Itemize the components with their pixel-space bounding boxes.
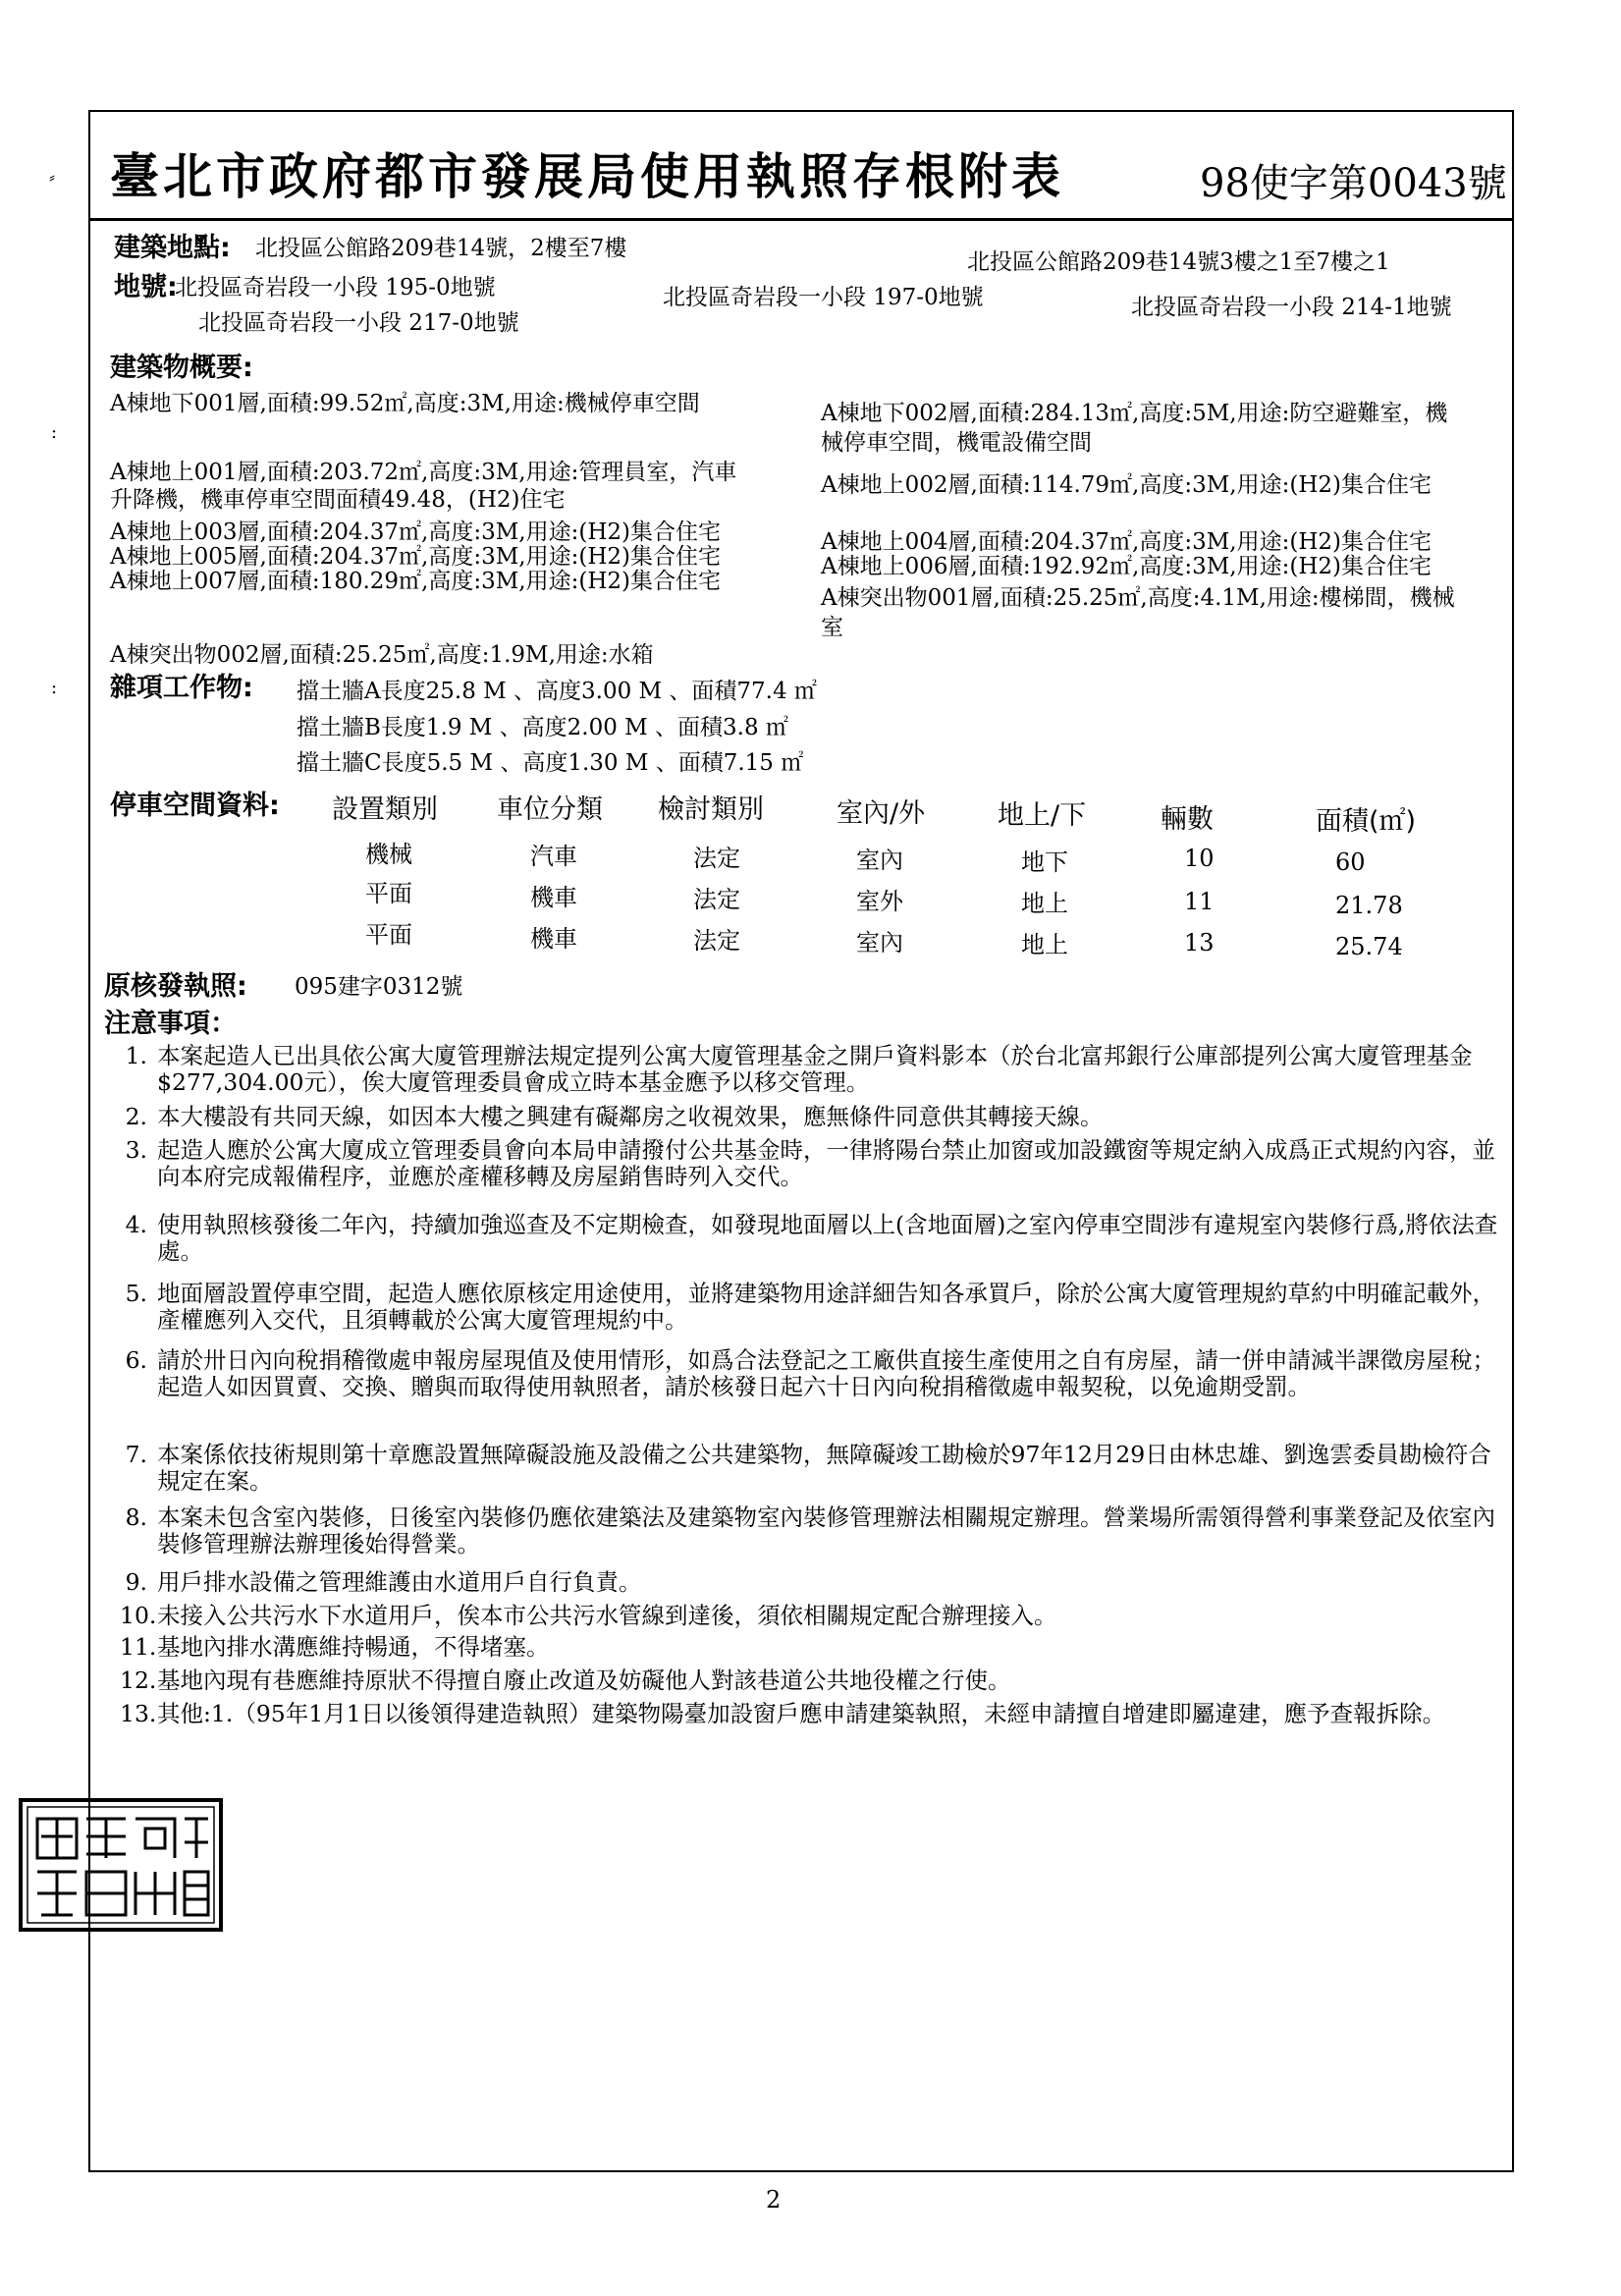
parking-cell: 平面 <box>365 880 412 907</box>
lot-label: 地號: <box>114 272 178 302</box>
note-item <box>120 1634 1514 1661</box>
note-text: 本案係依技術規則第十章應設置無障礙設施及設備之公共建築物，無障礙竣工勘檢於97年12月29日由林忠雄、劉逸雲委員勘檢符合規定在案。 <box>157 1441 1491 1495</box>
floor-line: 械停車空間，機電設備空間 <box>821 430 1092 456</box>
title-divider <box>88 218 1514 221</box>
parking-cell: 機車 <box>530 925 577 953</box>
address-1: 北投區公館路209巷14號，2樓至7樓 <box>255 236 627 261</box>
address-label: 建築地點: <box>114 233 231 263</box>
note-text: 基地內現有巷應維持原狀不得擅自廢止改道及妨礙他人對該巷道公共地役權之行使。 <box>157 1667 1011 1694</box>
note-text: 其他:1.（95年1月1日以後領得建造執照）建築物陽臺加設窗戶應申請建築執照，未經申請擅自增建即屬違建，應予查報拆除。 <box>157 1700 1446 1727</box>
retaining-wall: 擋土牆B長度1.9 M 、高度2.00 M 、面積3.8 ㎡ <box>297 715 788 740</box>
retaining-wall: 擋土牆A長度25.8 M 、高度3.00 M 、面積77.4 ㎡ <box>297 679 817 704</box>
note-text: 用戶排水設備之管理維護由水道用戶自行負責。 <box>157 1568 642 1596</box>
parking-cell: 室內 <box>856 847 903 874</box>
address-2: 北投區公館路209巷14號3樓之1至7樓之1 <box>967 249 1390 275</box>
lot-item: 北投區奇岩段一小段 195-0地號 <box>175 275 496 301</box>
parking-cell: 地上 <box>1021 931 1068 958</box>
note-item <box>120 1347 1514 1400</box>
parking-header: 設置類別 <box>332 794 438 825</box>
floor-line: A棟突出物001層,面積:25.25㎡,高度:4.1M,用途:樓梯間，機械 <box>821 585 1455 611</box>
note-number: 6. <box>125 1346 147 1374</box>
original-permit-label: 原核發執照: <box>104 971 247 1002</box>
note-text: 使用執照核發後二年內，持續加強巡查及不定期檢查，如發現地面層以上(含地面層)之室內停車空間涉有違規室內裝修行爲,將依法查處。 <box>157 1211 1498 1265</box>
original-permit-value: 095建字0312號 <box>295 974 463 1000</box>
note-text: 本案起造人已出具依公寓大廈管理辦法規定提列公寓大廈管理基金之開戶資料影本（於台北富邦銀行公庫部提列公寓大廈管理基金$277,304.00元），俟大廈管理委員會成立時本基金應予以移交管理。 <box>157 1042 1473 1096</box>
note-number: 3. <box>125 1136 147 1164</box>
note-text: 未接入公共污水下水道用戶，俟本市公共污水管線到達後，須依相關規定配合辦理接入。 <box>157 1602 1057 1629</box>
note-text: 本案未包含室內裝修，日後室內裝修仍應依建築法及建築物室內裝修管理辦法相關規定辦理。營業場所需領得營利事業登記及依室內裝修管理辦法辦理後始得營業。 <box>157 1503 1495 1558</box>
floor-line: A棟地上006層,面積:192.92㎡,高度:3M,用途:(H2)集合住宅 <box>821 554 1432 579</box>
page-number: 2 <box>766 2186 782 2214</box>
parking-cell: 平面 <box>365 921 412 949</box>
floor-line: A棟突出物002層,面積:25.25㎡,高度:1.9M,用途:水箱 <box>110 642 654 668</box>
note-item <box>120 1569 1514 1596</box>
floor-line: 升降機，機車停車空間面積49.48，(H2)住宅 <box>110 487 566 513</box>
floor-line: A棟地上007層,面積:180.29㎡,高度:3M,用途:(H2)集合住宅 <box>110 569 721 594</box>
note-item <box>120 1504 1514 1558</box>
parking-cell: 室內 <box>856 929 903 957</box>
note-item <box>120 1281 1514 1334</box>
parking-label: 停車空間資料: <box>110 791 280 821</box>
parking-cell: 汽車 <box>530 843 577 870</box>
parking-header: 室內/外 <box>837 798 926 829</box>
parking-header: 車位分類 <box>497 794 603 825</box>
floor-line: 室 <box>821 615 843 640</box>
note-number: 9. <box>125 1568 147 1596</box>
note-text: 本大樓設有共同天線，如因本大樓之興建有礙鄰房之收視效果，應無條件同意供其轉接天線。 <box>157 1103 1104 1130</box>
parking-cell: 11 <box>1184 888 1215 915</box>
parking-cell: 25.74 <box>1335 933 1403 960</box>
floor-line: A棟地上001層,面積:203.72㎡,高度:3M,用途:管理員室，汽車 <box>110 460 737 485</box>
lot-item: 北投區奇岩段一小段 197-0地號 <box>663 285 984 310</box>
note-item <box>120 1667 1514 1694</box>
note-text: 起造人應於公寓大廈成立管理委員會向本局申請撥付公共基金時，一律將陽台禁止加窗或加設鐵窗等規定納入成爲正式規約內容，並向本府完成報備程序，並應於產權移轉及房屋銷售時列入交代。 <box>157 1136 1495 1190</box>
note-item <box>120 1137 1514 1190</box>
note-text: 基地內排水溝應維持暢通，不得堵塞。 <box>157 1633 550 1661</box>
parking-cell: 地下 <box>1021 848 1068 876</box>
floor-line: A棟地下002層,面積:284.13㎡,高度:5M,用途:防空避難室，機 <box>821 401 1448 426</box>
parking-cell: 法定 <box>693 927 740 955</box>
parking-header: 檢討類別 <box>658 794 764 825</box>
note-number: 7. <box>125 1441 147 1468</box>
note-number: 5. <box>125 1280 147 1307</box>
margin-mark: : <box>51 422 58 443</box>
note-number: 2. <box>125 1103 147 1130</box>
note-item <box>120 1043 1514 1096</box>
notes-label: 注意事項： <box>104 1009 237 1039</box>
parking-cell: 10 <box>1184 845 1215 872</box>
note-item <box>120 1442 1514 1495</box>
parking-header: 面積(㎡) <box>1316 806 1417 837</box>
note-number: 13. <box>120 1700 157 1727</box>
floor-line: A棟地上002層,面積:114.79㎡,高度:3M,用途:(H2)集合住宅 <box>821 472 1432 498</box>
note-number: 10. <box>120 1602 157 1629</box>
note-text: 地面層設置停車空間，起造人應依原核定用途使用，並將建築物用途詳細告知各承買戶，除於公寓大廈管理規約草約中明確記載外，產權應列入交代，且須轉載於公寓大廈管理規約中。 <box>157 1280 1495 1334</box>
note-number: 12. <box>120 1667 157 1694</box>
floor-line: A棟地上005層,面積:204.37㎡,高度:3M,用途:(H2)集合住宅 <box>110 544 721 570</box>
parking-cell: 法定 <box>693 886 740 913</box>
margin-mark: ⸗ <box>49 167 55 188</box>
parking-cell: 60 <box>1335 848 1366 876</box>
floor-line: A棟地上004層,面積:204.37㎡,高度:3M,用途:(H2)集合住宅 <box>821 529 1432 555</box>
note-number: 4. <box>125 1211 147 1238</box>
note-item <box>120 1603 1514 1629</box>
official-seal <box>18 1797 224 1933</box>
parking-cell: 13 <box>1184 929 1215 957</box>
note-item <box>120 1104 1514 1130</box>
parking-cell: 機車 <box>530 884 577 911</box>
parking-cell: 室外 <box>856 888 903 915</box>
floor-line: A棟地上003層,面積:204.37㎡,高度:3M,用途:(H2)集合住宅 <box>110 519 721 545</box>
note-item <box>120 1212 1514 1265</box>
note-number: 1. <box>125 1042 147 1069</box>
permit-number: 98使字第0043號 <box>1200 161 1507 206</box>
parking-cell: 機械 <box>365 841 412 868</box>
building-label: 建築物概要: <box>110 353 253 383</box>
parking-cell: 21.78 <box>1335 892 1403 919</box>
lot-item: 北投區奇岩段一小段 214-1地號 <box>1131 295 1452 320</box>
note-item <box>120 1701 1514 1727</box>
margin-mark: : <box>51 678 58 698</box>
note-number: 8. <box>125 1503 147 1531</box>
parking-header: 輛數 <box>1161 804 1214 835</box>
misc-label: 雜項工作物: <box>110 673 253 703</box>
retaining-wall: 擋土牆C長度5.5 M 、高度1.30 M 、面積7.15 ㎡ <box>297 750 804 776</box>
document-title: 臺北市政府都市發展局使用執照存根附表 <box>110 148 1064 205</box>
floor-line: A棟地下001層,面積:99.52㎡,高度:3M,用途:機械停車空間 <box>110 391 700 416</box>
parking-cell: 法定 <box>693 845 740 872</box>
note-text: 請於卅日內向稅捐稽徵處申報房屋現值及使用情形，如爲合法登記之工廠供直接生產使用之自有房屋，請一併申請減半課徵房屋稅；起造人如因買賣、交換、贈與而取得使用執照者，請於核發日起六十日內向稅捐稽徵處申報契稅，以免逾期受罰。 <box>157 1346 1495 1400</box>
lot-item: 北投區奇岩段一小段 217-0地號 <box>198 310 519 336</box>
note-number: 11. <box>120 1633 157 1661</box>
parking-cell: 地上 <box>1021 890 1068 917</box>
parking-header: 地上/下 <box>998 800 1087 831</box>
